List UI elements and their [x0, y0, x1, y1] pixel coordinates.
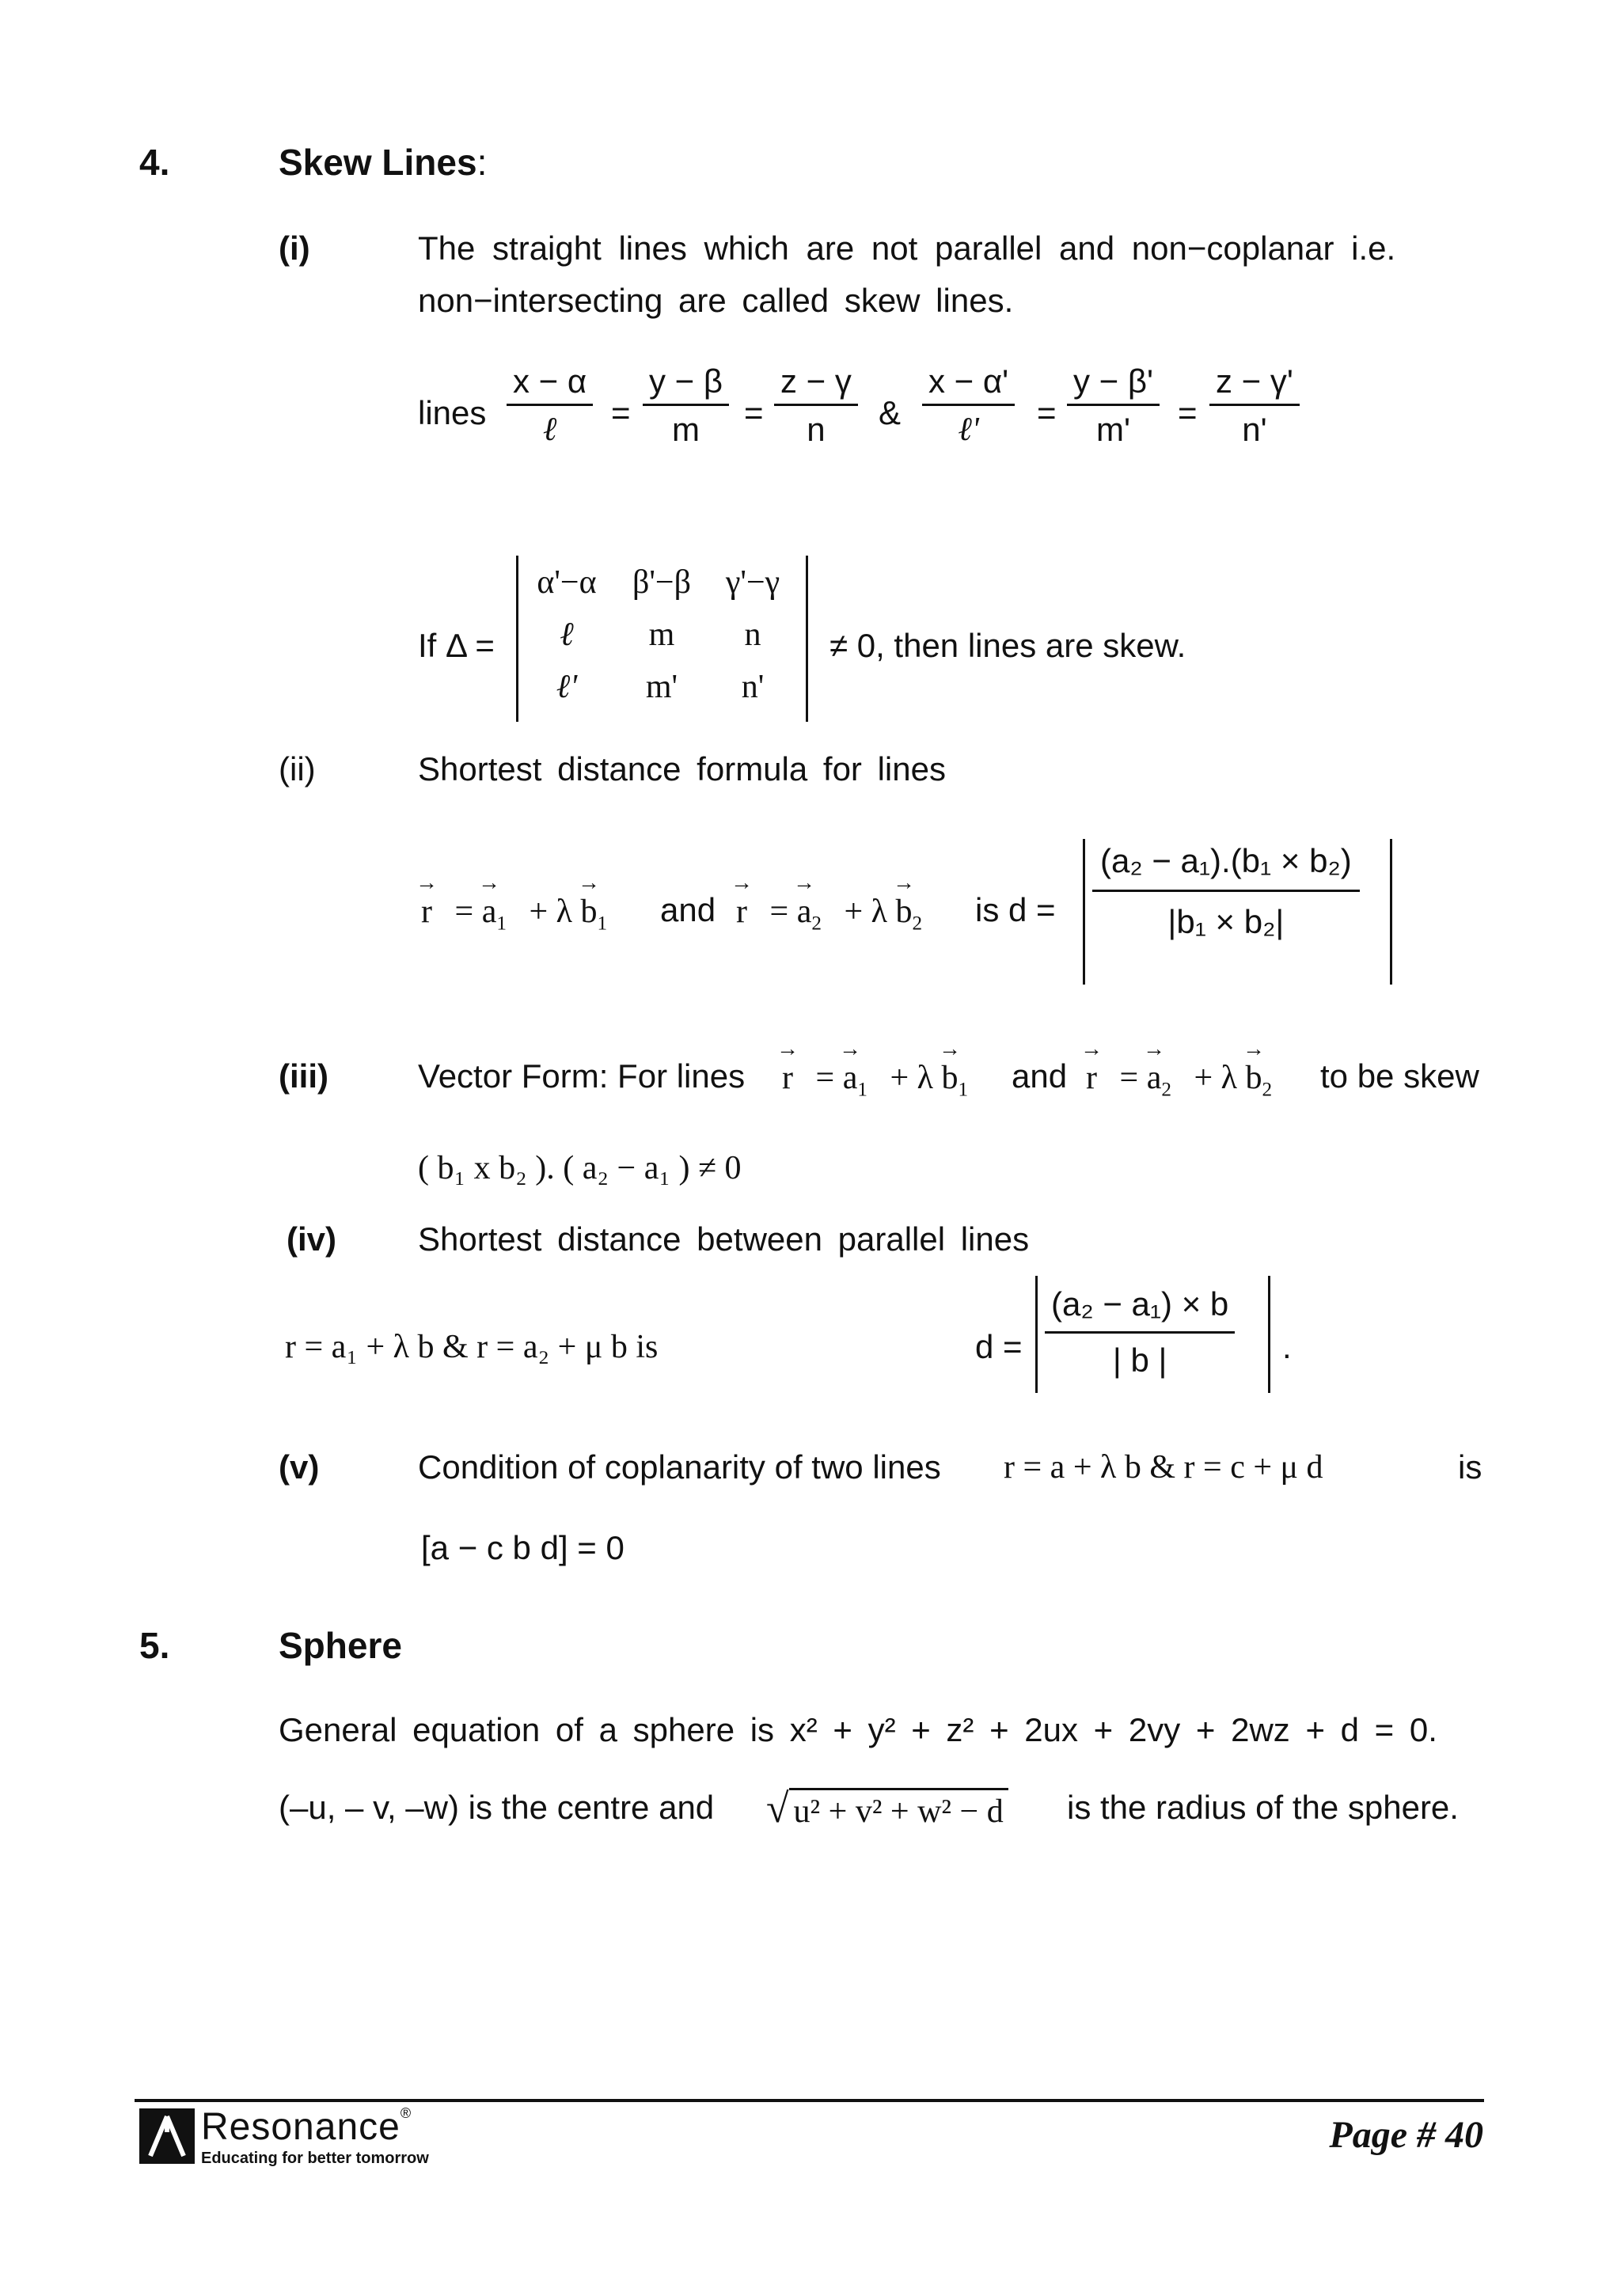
fraction-6-num: z − γ' [1209, 362, 1300, 406]
det-right-bar [806, 556, 808, 722]
eq-a: = → $a_1$ [455, 894, 507, 930]
radicand: u² + v² + w² − d [789, 1788, 1008, 1830]
ampersand: & [879, 394, 902, 431]
eq-sign: = [611, 394, 631, 431]
sphere-equation: General equation of a sphere is x² + y² + z² + 2ux + 2vy + 2wz + d = 0. [279, 1711, 1437, 1748]
eq-sign: = [1037, 394, 1057, 431]
coplanar-lines-eq: r = a + λ b & r = c + μ d [1004, 1449, 1323, 1486]
section-title-text: Skew Lines [279, 142, 477, 183]
fraction-4 [922, 362, 1015, 449]
if-delta: If Δ = [418, 627, 495, 664]
coplanar-condition: [a − c b d] = 0 [421, 1529, 624, 1566]
distance-den: |b₁ × b₂| [1167, 903, 1285, 940]
line-eq-ii [421, 893, 607, 935]
distance-fraction [1092, 842, 1360, 941]
item-label-iv: (iv) [287, 1220, 336, 1258]
item-label-v: (v) [279, 1448, 320, 1486]
fraction-3-den: n [807, 411, 826, 448]
logo-tagline: Educating for better tomorrow [201, 2150, 429, 2167]
item-label-ii: (ii) [279, 750, 316, 787]
sphere-radius-radical [766, 1786, 1008, 1832]
para-ii: Shortest distance formula for lines [418, 750, 946, 787]
page-number: Page # 40 [1329, 2114, 1483, 2156]
fraction-3 [774, 362, 858, 449]
section-number: 5. [139, 1625, 170, 1666]
abs-left-bar [1083, 839, 1085, 985]
item-label-i: (i) [279, 230, 310, 267]
distance-num: (a₂ − a₁).(b₁ × b₂) [1092, 842, 1360, 892]
para-iv: Shortest distance between parallel lines [418, 1220, 1030, 1258]
fraction-4-num: x − α' [922, 362, 1015, 406]
fraction-6 [1209, 362, 1300, 449]
sphere-radius-text: is the radius of the sphere. [1067, 1789, 1459, 1826]
parallel-distance-num: (a₂ − a₁) × b [1045, 1285, 1235, 1334]
parallel-distance-den: | b | [1112, 1342, 1167, 1379]
title-colon: : [476, 142, 488, 183]
para-i-line1: The straight lines which are not parallel and non−coplanar i.e. [418, 230, 1396, 267]
abs-right-bar [1390, 839, 1392, 985]
para-iii-b: to be skew [1320, 1057, 1479, 1095]
line-eq-iii: → r = → $a_1 + \lambda \to b_1$ [782, 1059, 968, 1101]
and-word: and [1012, 1057, 1068, 1095]
section-title [279, 141, 487, 184]
det-cell: β'−β [632, 564, 691, 601]
item-label-iii: (iii) [279, 1057, 328, 1095]
fraction-5-num: y − β' [1067, 362, 1160, 406]
line-eq-iii-b: → r = → $a_2 + \lambda \to b_2$ [1086, 1059, 1272, 1101]
logo-mark [139, 2108, 195, 2164]
eq-sign: = [744, 394, 764, 431]
det-cell: γ'−γ [725, 564, 780, 601]
fraction-5-den: m' [1096, 411, 1131, 448]
is-d: is d = [975, 891, 1056, 928]
determinant-matrix [519, 564, 796, 706]
is-word: is [1458, 1448, 1482, 1486]
fraction-2 [643, 362, 729, 449]
det-cell: ℓ' [556, 669, 578, 705]
section-number: 4. [139, 142, 170, 183]
det-condition: ≠ 0, then lines are skew. [829, 627, 1186, 664]
parallel-distance-fraction [1045, 1285, 1235, 1379]
line-eq-ii-b: → r = → $a_2 + \lambda \to b_2$ [736, 893, 922, 935]
resonance-logo-icon [139, 2108, 195, 2164]
logo-text [201, 2105, 412, 2149]
vec-r: → r [421, 893, 432, 931]
period: . [1282, 1328, 1292, 1365]
det-cell: n' [741, 669, 765, 705]
fraction-5 [1067, 362, 1160, 449]
parallel-lines-eq: r = a₁ + λ b & r = a₂ + μ b is [285, 1329, 659, 1365]
fraction-1 [507, 362, 593, 449]
registered-mark: ® [400, 2105, 412, 2121]
fraction-3-num: z − γ [774, 362, 858, 406]
para-v-a: Condition of coplanarity of two lines [418, 1448, 941, 1486]
radical-sign: √ [766, 1786, 789, 1831]
fraction-2-num: y − β [643, 362, 729, 406]
d-eq: d = [975, 1328, 1023, 1365]
det-cell: m [648, 617, 675, 653]
fraction-6-den: n' [1242, 411, 1267, 448]
para-iii-a: Vector Form: For lines [418, 1057, 746, 1095]
eq-sign: = [1178, 394, 1198, 431]
abs-right-bar [1268, 1276, 1270, 1393]
para-i-line2: non−intersecting are called skew lines. [418, 282, 1014, 319]
det-cell: α'−α [537, 564, 597, 601]
det-cell: m' [645, 669, 678, 705]
det-left-bar [516, 556, 518, 722]
lines-word: lines [418, 394, 487, 431]
and-word: and [660, 891, 716, 928]
fraction-4-den: ℓ' [958, 412, 979, 448]
footer-rule [135, 2099, 1484, 2102]
fraction-2-den: m [672, 411, 700, 448]
det-cell: ℓ [560, 617, 574, 653]
sphere-centre: (–u, – v, –w) is the centre and [279, 1789, 715, 1826]
skew-condition: ( b₁ x b₂ ). ( a₂ − a₁ ) ≠ 0 [418, 1150, 742, 1186]
det-cell: n [744, 617, 761, 653]
logo-wordmark: Resonance [201, 2106, 401, 2148]
abs-left-bar [1035, 1276, 1038, 1393]
plus-lambda: + $\lambda \to b_1$ [529, 894, 607, 930]
fraction-1-num: x − α [507, 362, 593, 406]
section-title: Sphere [279, 1625, 402, 1666]
fraction-1-den: ℓ [542, 412, 557, 448]
